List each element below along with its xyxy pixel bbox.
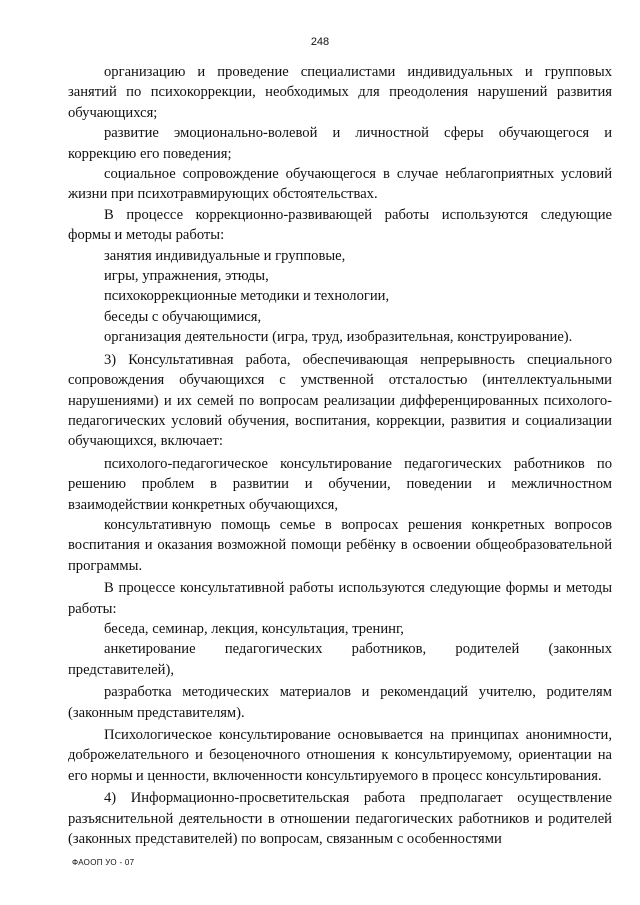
paragraph-teacher-consulting: психолого-педагогическое консультирование педагогических работников по решению проблем в развитии и обучении, поведении и межличностном взаимодействии конкретных обучающихся, bbox=[68, 455, 612, 513]
paragraph-information-work: 4) Информационно-просветительская работа предполагает осуществление разъяснительной деятельности в отношении педагогических работников и родителей (законных представителей) по вопросам, связанным с особенностями bbox=[68, 790, 612, 848]
paragraph-consultative-work: 3) Консультативная работа, обеспечивающая непрерывность специального сопровождения обучающихся с умственной отсталостью (интеллектуальными нарушениями) и их семей по вопросам реализации дифференцированных психолого-педагогических условий обучения, воспитания, коррекции, развития и социализации обучающихся, включает: bbox=[68, 351, 612, 450]
paragraph-social-support: социальное сопровождение обучающегося в случае неблагоприятных условий жизни при психотравмирующих обстоятельствах. bbox=[68, 166, 612, 203]
list-item-individual-group-classes: занятия индивидуальные и групповые, bbox=[104, 247, 346, 264]
document-code-footer: ФАООП УО - 07 bbox=[72, 858, 135, 867]
list-item-seminar-training: беседа, семинар, лекция, консультация, тренинг, bbox=[104, 620, 404, 637]
paragraph-emotional-development: развитие эмоционально-волевой и личностной сферы обучающегося и коррекцию его поведения; bbox=[68, 125, 612, 162]
list-item-questionnaire: анкетирование педагогических работников, родителей (законных представителей), bbox=[68, 641, 612, 678]
list-item-methodical-materials: разработка методических материалов и рекомендаций учителю, родителям (законным представителям). bbox=[68, 684, 612, 721]
paragraph-family-help: консультативную помощь семье в вопросах решения конкретных вопросов воспитания и оказания возможной помощи ребёнку в освоении общеобразовательной программы. bbox=[68, 516, 612, 574]
paragraph-correction-methods-intro: В процессе коррекционно-развивающей работы используются следующие формы и методы работы: bbox=[68, 206, 612, 244]
paragraph-psychological-consulting: Психологическое консультирование основывается на принципах анонимности, доброжелательного и безоценочного отношения к консультируемому, ориентации на его нормы и ценности, включенности консультируемого в процесс консультирования. bbox=[68, 727, 612, 784]
list-item-activity-organization: организация деятельности (игра, труд, изобразительная, конструирование). bbox=[104, 329, 573, 346]
list-item-psychocorrection-methods: психокоррекционные методики и технологии, bbox=[104, 288, 390, 305]
list-item-conversations: беседы с обучающимися, bbox=[104, 308, 262, 325]
document-body bbox=[68, 62, 612, 849]
paragraph-consultative-methods-intro: В процессе консультативной работы используются следующие формы и методы работы: bbox=[68, 580, 612, 617]
page-number: 248 bbox=[310, 36, 330, 48]
paragraph-psychocorrection-classes: организацию и проведение специалистами индивидуальных и групповых занятий по психокоррекции, необходимых для преодоления нарушений развития обучающихся; bbox=[68, 64, 612, 121]
list-item-games-exercises: игры, упражнения, этюды, bbox=[104, 268, 269, 285]
